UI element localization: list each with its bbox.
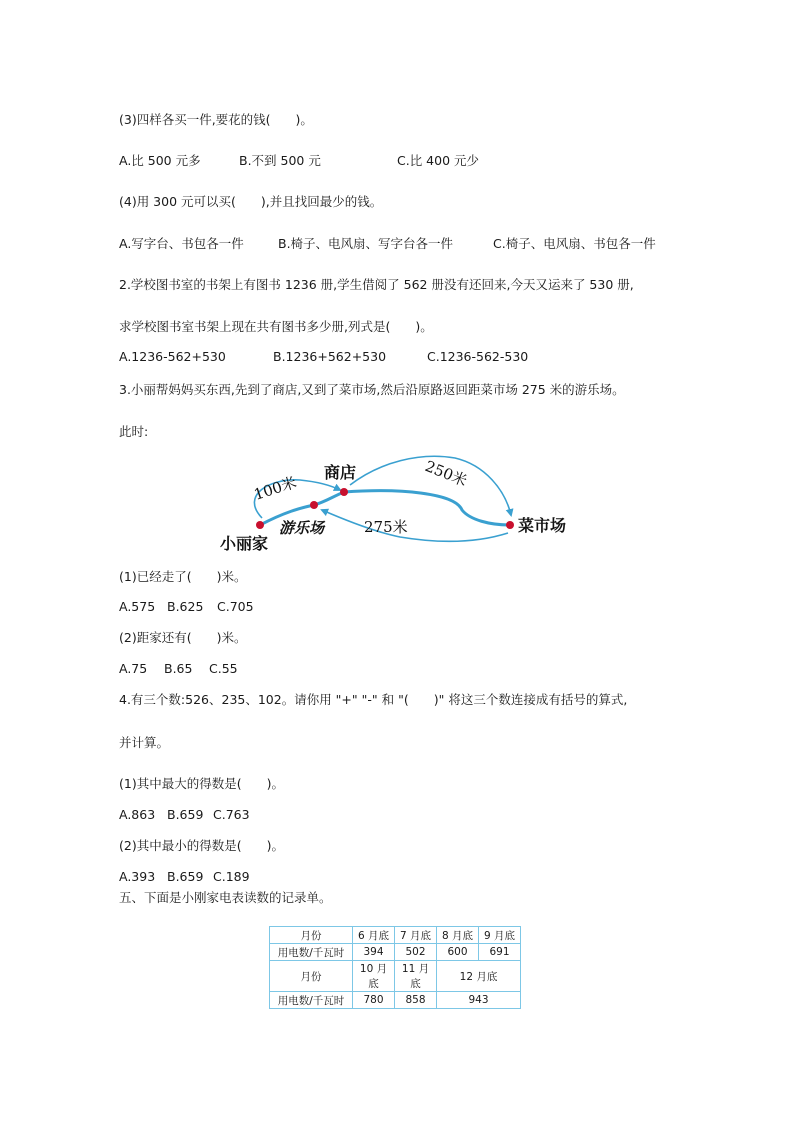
question-3-4-options bbox=[119, 236, 656, 252]
point-shop bbox=[340, 488, 348, 496]
question-4-line1: 4.有三个数:526、235、102。请你用 "+" "-" 和 "( )" 将这三个数连接成有括号的算式, bbox=[119, 692, 628, 707]
table-cell: 6 月底 bbox=[353, 927, 395, 944]
question-3-sub1-stem: (1)已经走了( )米。 bbox=[119, 569, 247, 584]
table-cell: 12 月底 bbox=[437, 961, 521, 992]
option-b[interactable]: B.65 bbox=[164, 661, 193, 676]
table-cell: 月份 bbox=[270, 961, 353, 992]
option-b[interactable]: B.659 bbox=[167, 807, 204, 822]
table-cell: 用电数/千瓦时 bbox=[270, 944, 353, 961]
table-cell: 858 bbox=[395, 992, 437, 1009]
question-3-sub1-options bbox=[119, 599, 254, 615]
arrow-market-to-playground bbox=[322, 510, 508, 541]
question-3-sub2-options bbox=[119, 661, 238, 677]
option-b[interactable]: B.659 bbox=[167, 869, 204, 884]
table-cell: 7 月底 bbox=[395, 927, 437, 944]
point-playground bbox=[310, 501, 318, 509]
question-3-line1: 3.小丽帮妈妈买东西,先到了商店,又到了菜市场,然后沿原路返回距菜市场 275 米的游乐场。 bbox=[119, 382, 625, 397]
label-market: 菜市场 bbox=[518, 516, 567, 535]
table-cell: 用电数/千瓦时 bbox=[270, 992, 353, 1009]
option-b[interactable]: B.625 bbox=[167, 599, 204, 614]
table-cell: 600 bbox=[437, 944, 479, 961]
option-a[interactable]: A.393 bbox=[119, 869, 156, 884]
label-home: 小丽家 bbox=[220, 534, 269, 553]
option-c[interactable]: C.763 bbox=[213, 807, 250, 822]
option-c[interactable]: C.椅子、电风扇、书包各一件 bbox=[493, 236, 656, 251]
table-row bbox=[270, 992, 521, 1009]
question-3-3-stem: (3)四样各买一件,要花的钱( )。 bbox=[119, 112, 313, 127]
question-4-sub1-options bbox=[119, 807, 250, 823]
section-5-title: 五、下面是小刚家电表读数的记录单。 bbox=[119, 890, 332, 905]
option-c[interactable]: C.55 bbox=[209, 661, 238, 676]
question-2-options bbox=[119, 349, 528, 365]
table-cell: 394 bbox=[353, 944, 395, 961]
label-distance-275: 275米 bbox=[364, 518, 408, 536]
table-cell: 691 bbox=[479, 944, 521, 961]
question-4-line2: 并计算。 bbox=[119, 735, 170, 750]
label-distance-100: 100米 bbox=[251, 473, 299, 504]
option-a[interactable]: A.575 bbox=[119, 599, 156, 614]
option-c[interactable]: C.705 bbox=[217, 599, 254, 614]
table-cell: 502 bbox=[395, 944, 437, 961]
table-row bbox=[270, 927, 521, 944]
option-b[interactable]: B.不到 500 元 bbox=[239, 153, 321, 168]
option-c[interactable]: C.189 bbox=[213, 869, 250, 884]
question-3-4-stem: (4)用 300 元可以买( ),并且找回最少的钱。 bbox=[119, 194, 383, 209]
question-2-line2: 求学校图书室书架上现在共有图书多少册,列式是( )。 bbox=[119, 319, 433, 334]
table-cell: 8 月底 bbox=[437, 927, 479, 944]
table-row bbox=[270, 961, 521, 992]
route-path bbox=[260, 491, 510, 525]
table-cell: 月份 bbox=[270, 927, 353, 944]
point-market bbox=[506, 521, 514, 529]
table-row bbox=[270, 944, 521, 961]
question-4-sub1-stem: (1)其中最大的得数是( )。 bbox=[119, 776, 284, 791]
option-a[interactable]: A.1236-562+530 bbox=[119, 349, 226, 364]
question-3-sub2-stem: (2)距家还有( )米。 bbox=[119, 630, 247, 645]
arrow-home-to-shop bbox=[254, 480, 340, 518]
option-c[interactable]: C.1236-562-530 bbox=[427, 349, 529, 364]
point-home bbox=[256, 521, 264, 529]
option-a[interactable]: A.写字台、书包各一件 bbox=[119, 236, 244, 251]
label-distance-250: 250米 bbox=[422, 457, 470, 491]
table-cell: 780 bbox=[353, 992, 395, 1009]
option-a[interactable]: A.75 bbox=[119, 661, 148, 676]
label-playground: 游乐场 bbox=[279, 519, 325, 537]
option-c[interactable]: C.比 400 元少 bbox=[397, 153, 480, 168]
arrow-shop-to-market bbox=[350, 456, 511, 515]
option-a[interactable]: A.比 500 元多 bbox=[119, 153, 201, 168]
question-4-sub2-options bbox=[119, 869, 250, 885]
question-4-sub2-stem: (2)其中最小的得数是( )。 bbox=[119, 838, 284, 853]
table-cell: 11 月底 bbox=[395, 961, 437, 992]
question-3-3-options bbox=[119, 153, 479, 169]
table-cell: 10 月底 bbox=[353, 961, 395, 992]
option-a[interactable]: A.863 bbox=[119, 807, 156, 822]
table-cell: 943 bbox=[437, 992, 521, 1009]
question-3-line2: 此时: bbox=[119, 424, 149, 439]
table-cell: 9 月底 bbox=[479, 927, 521, 944]
option-b[interactable]: B.1236+562+530 bbox=[273, 349, 387, 364]
option-b[interactable]: B.椅子、电风扇、写字台各一件 bbox=[278, 236, 454, 251]
label-shop: 商店 bbox=[324, 463, 357, 482]
question-2-line1: 2.学校图书室的书架上有图书 1236 册,学生借阅了 562 册没有还回来,今天又运来了 530 册, bbox=[119, 277, 634, 292]
meter-reading-table bbox=[269, 926, 521, 1009]
